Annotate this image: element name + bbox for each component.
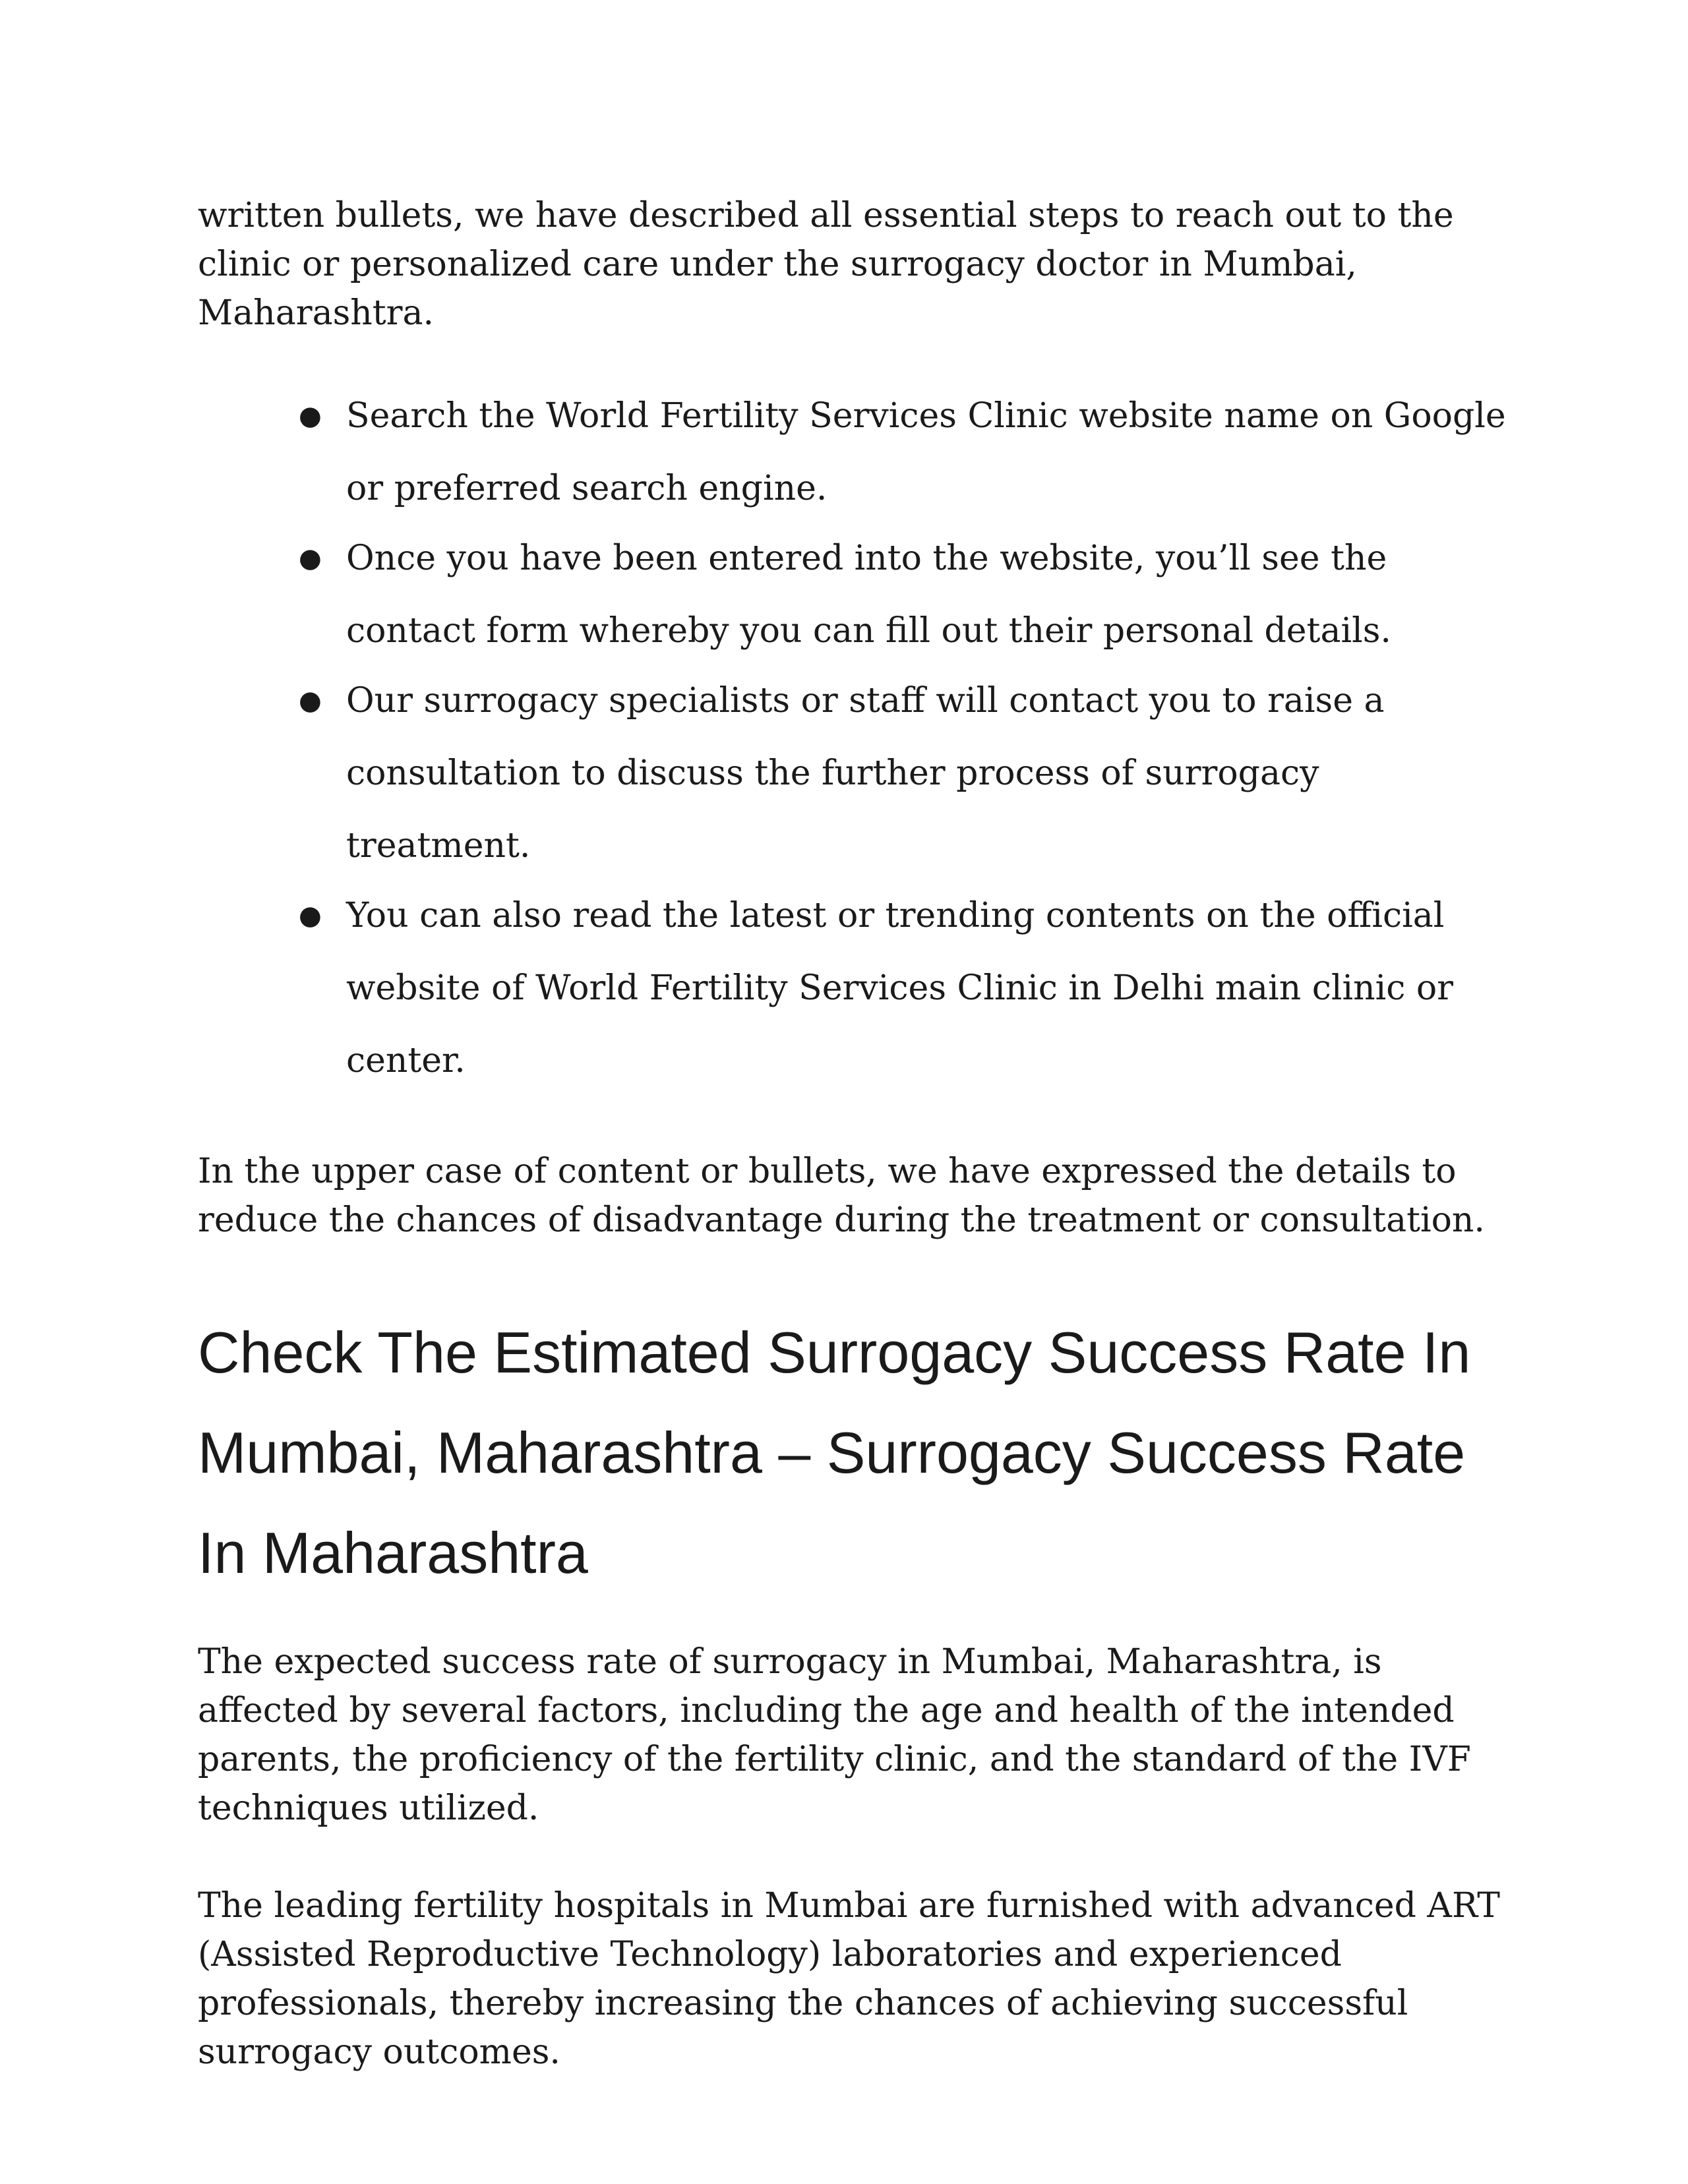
list-item-text: You can also read the latest or trending contents on the official website of World Fertility Services Clinic in Delhi main clinic or center.: [346, 896, 1454, 1080]
list-item-text: Our surrogacy specialists or staff will contact you to raise a consultation to discuss the further process of surrogacy treatment.: [346, 681, 1385, 866]
list-item-text: Once you have been entered into the website, you’ll see the contact form whereby you can fill out their personal details.: [346, 539, 1391, 651]
bullet-icon: ●: [299, 900, 322, 931]
success-rate-paragraph: The expected success rate of surrogacy in Mumbai, Maharashtra, is affected by several factors, including the age and health of the intended parents, the proficiency of the fertility clinic, and the standard of the IVF techniques utilized.: [198, 1642, 1471, 1828]
list-item: [299, 664, 1510, 882]
list-item: [299, 380, 1510, 525]
bullet-icon: ●: [299, 686, 322, 716]
summary-paragraph: In the upper case of content or bullets, we have expressed the details to reduce the chances of disadvantage during the treatment or consultation.: [198, 1152, 1485, 1240]
steps-bullet-list: [198, 380, 1510, 1097]
list-item: [299, 879, 1510, 1097]
bullet-icon: ●: [299, 401, 322, 431]
document-body: [198, 191, 1510, 2077]
section-heading: Check The Estimated Surrogacy Success Rate In Mumbai, Maharashtra – Surrogacy Success Rate In Maharashtra: [198, 1320, 1471, 1585]
list-item-text: Search the World Fertility Services Clinic website name on Google or preferred search engine.: [346, 396, 1506, 508]
list-item: [299, 522, 1510, 667]
hospitals-paragraph: The leading fertility hospitals in Mumbai are furnished with advanced ART (Assisted Reproductive Technology) laboratories and experienced professionals, thereby increasing the chances of achieving successful surrogacy outcomes.: [198, 1886, 1500, 2072]
bullet-icon: ●: [299, 543, 322, 574]
intro-paragraph: written bullets, we have described all essential steps to reach out to the clinic or personalized care under the surrogacy doctor in Mumbai, Maharashtra.: [198, 196, 1454, 333]
